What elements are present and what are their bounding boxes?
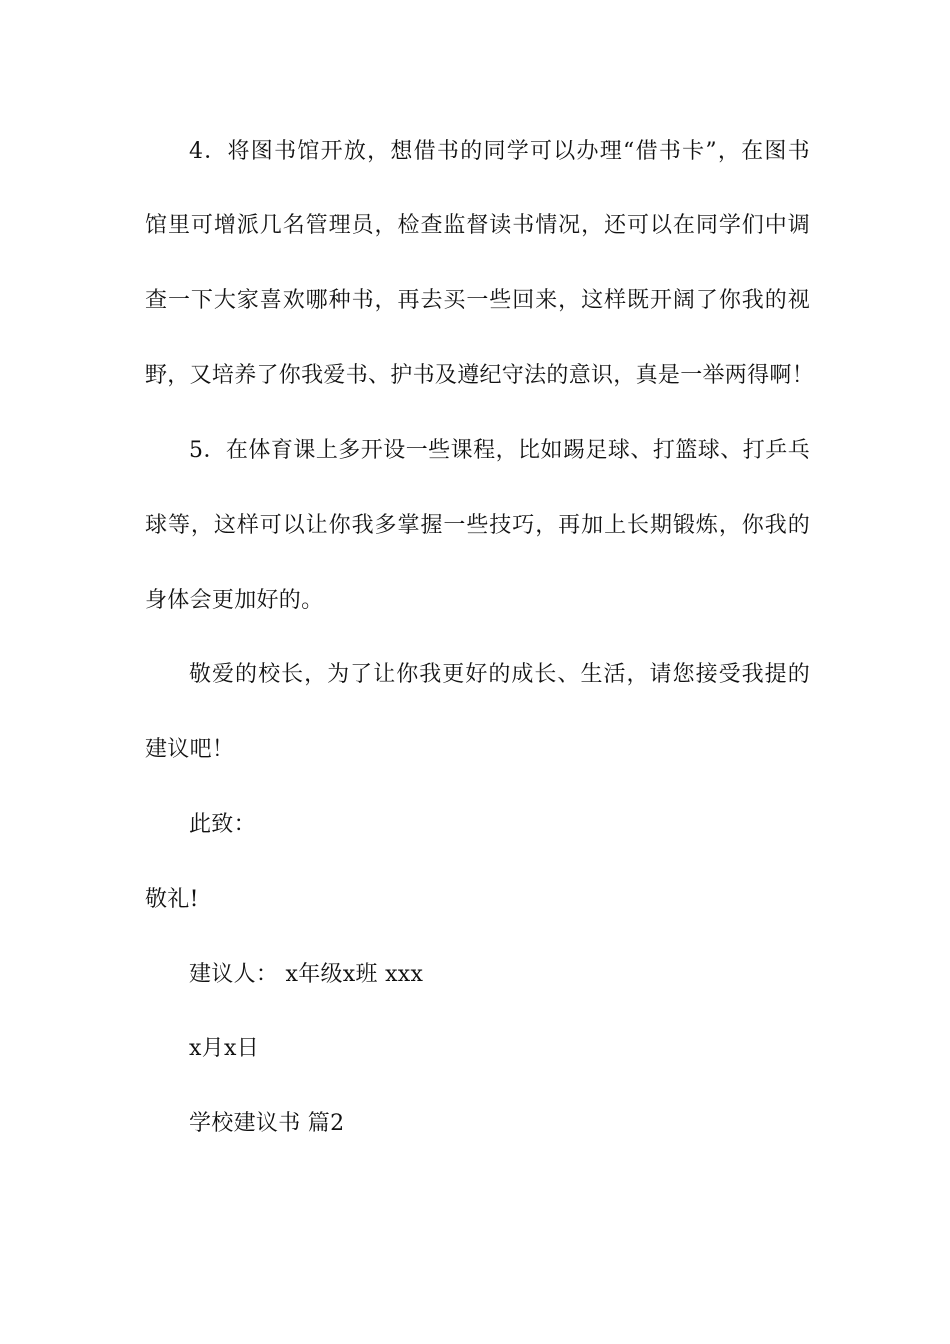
paragraph-4-line-2: 馆里可增派几名管理员，检查监督读书情况，还可以在同学们中调 [145, 213, 810, 238]
paragraph-4-line-1: 4．将图书馆开放，想借书的同学可以办理“借书卡”，在图书 [189, 139, 810, 164]
closing-paragraph-line-2: 建议吧！ [145, 737, 235, 762]
paragraph-5-line-3: 身体会更加好的。 [145, 588, 324, 613]
signature-date: x月x日 [189, 1036, 260, 1061]
paragraph-4-line-4: 野，又培养了你我爱书、护书及遵纪守法的意识，真是一举两得啊！ [145, 363, 815, 388]
salutation-cizhi: 此致： [189, 812, 256, 837]
closing-paragraph-line-1: 敬爱的校长，为了让你我更好的成长、生活，请您接受我提的 [189, 662, 810, 687]
paragraph-5-line-2: 球等，这样可以让你我多掌握一些技巧，再加上长期锻炼，你我的 [145, 513, 810, 538]
paragraph-4-line-3: 查一下大家喜欢哪种书，再去买一些回来，这样既开阔了你我的视 [145, 288, 810, 313]
signature-proposer: 建议人： x年级x班 xxx [189, 962, 424, 987]
salutation-jingli: 敬礼! [145, 887, 199, 912]
paragraph-5-line-1: 5．在体育课上多开设一些课程，比如踢足球、打篮球、打乒乓 [189, 438, 810, 463]
section-title-part-2: 学校建议书 篇2 [189, 1111, 345, 1136]
